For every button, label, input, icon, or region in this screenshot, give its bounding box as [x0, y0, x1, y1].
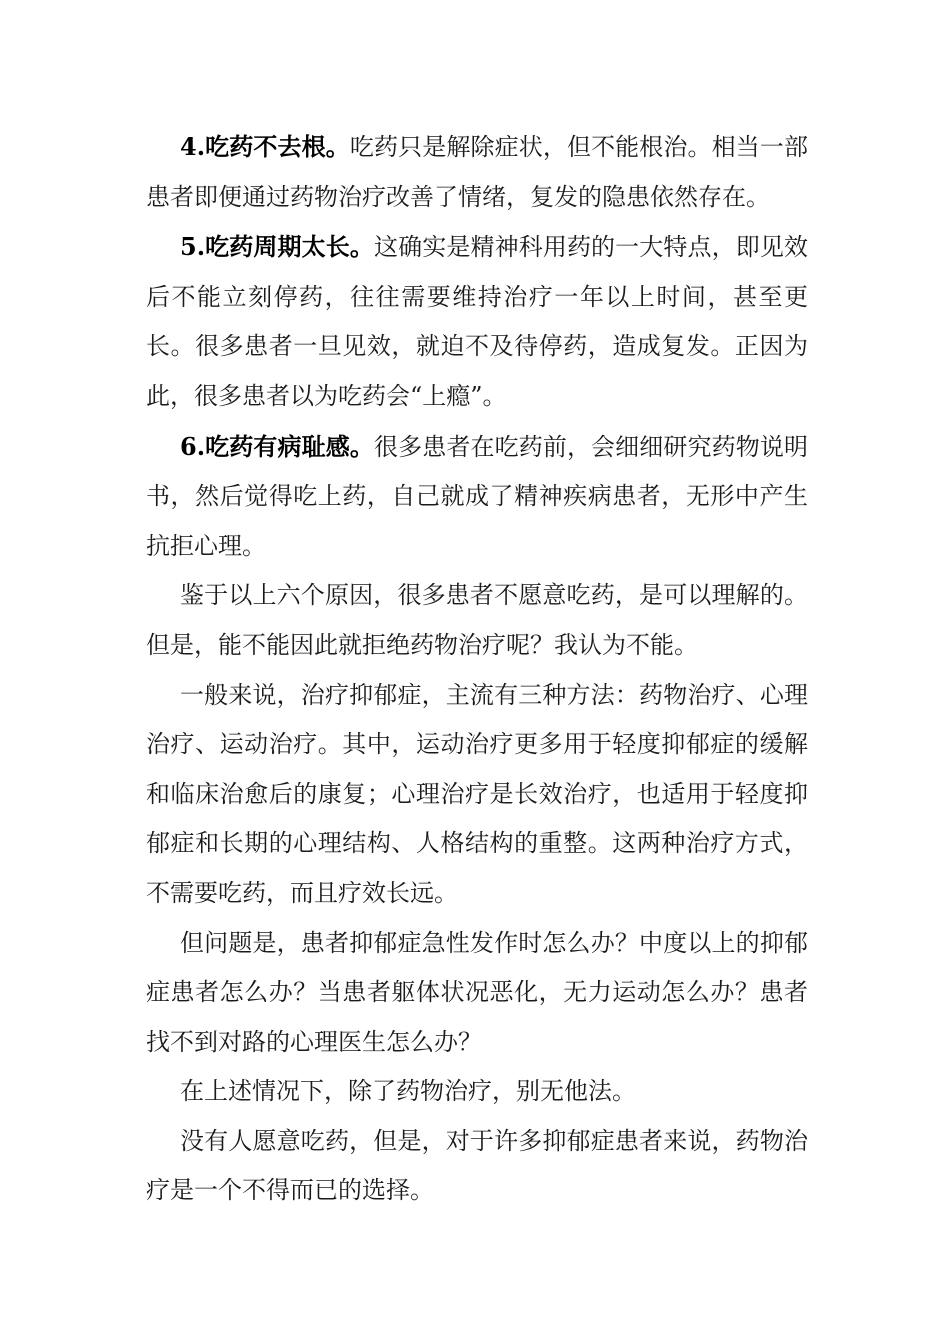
paragraph-reason-6 [146, 422, 808, 572]
paragraph-text: 但问题是，患者抑郁症急性发作时怎么办？中度以上的抑郁症患者怎么办？当患者躯体状况恶化，无力运动怎么办？患者找不到对路的心理医生怎么办？ [146, 928, 808, 1056]
paragraph-treatment-methods [146, 671, 808, 919]
paragraph-summary [146, 571, 808, 670]
paragraph-text: 这确实是精神科用药的一大特点，即见效后不能立刻停药，往往需要维持治疗一年以上时间，甚至更长。很多患者一旦见效，就迫不及待停药，造成复发。正因为此，很多患者以为吃药会“上瘾”。 [146, 233, 808, 410]
paragraph-reason-4 [146, 122, 808, 222]
paragraph-text: 很多患者在吃药前，会细细研究药物说明书，然后觉得吃上药，自己就成了精神疾病患者，无形中产生抗拒心理。 [146, 432, 808, 560]
paragraph-reason-5 [146, 222, 808, 421]
paragraph-heading: 5.吃药周期太长。 [180, 232, 374, 262]
paragraph-heading: 6.吃药有病耻感。 [180, 431, 374, 461]
paragraph-text: 在上述情况下，除了药物治疗，别无他法。 [180, 1077, 636, 1106]
paragraph-questions [146, 919, 808, 1068]
paragraph-text: 吃药只是解除症状，但不能根治。相当一部患者即便通过药物治疗改善了情绪，复发的隐患依然存在。 [146, 133, 809, 211]
paragraph-text: 一般来说，治疗抑郁症，主流有三种方法：药物治疗、心理治疗、运动治疗。其中，运动治疗更多用于轻度抑郁症的缓解和临床治愈后的康复；心理治疗是长效治疗，也适用于轻度抑郁症和长期的心理结构、人格结构的重整。这两种治疗方式，不需要吃药，而且疗效长远。 [146, 680, 808, 907]
paragraph-text: 没有人愿意吃药，但是，对于许多抑郁症患者来说，药物治疗是一个不得而已的选择。 [146, 1126, 808, 1205]
paragraph-heading: 4.吃药不去根。 [180, 132, 350, 161]
paragraph-closing [146, 1117, 808, 1216]
document-body [146, 122, 808, 1216]
paragraph-conclusion [146, 1067, 808, 1117]
paragraph-text: 鉴于以上六个原因，很多患者不愿意吃药，是可以理解的。但是，能不能因此就拒绝药物治疗呢？我认为不能。 [146, 581, 808, 659]
